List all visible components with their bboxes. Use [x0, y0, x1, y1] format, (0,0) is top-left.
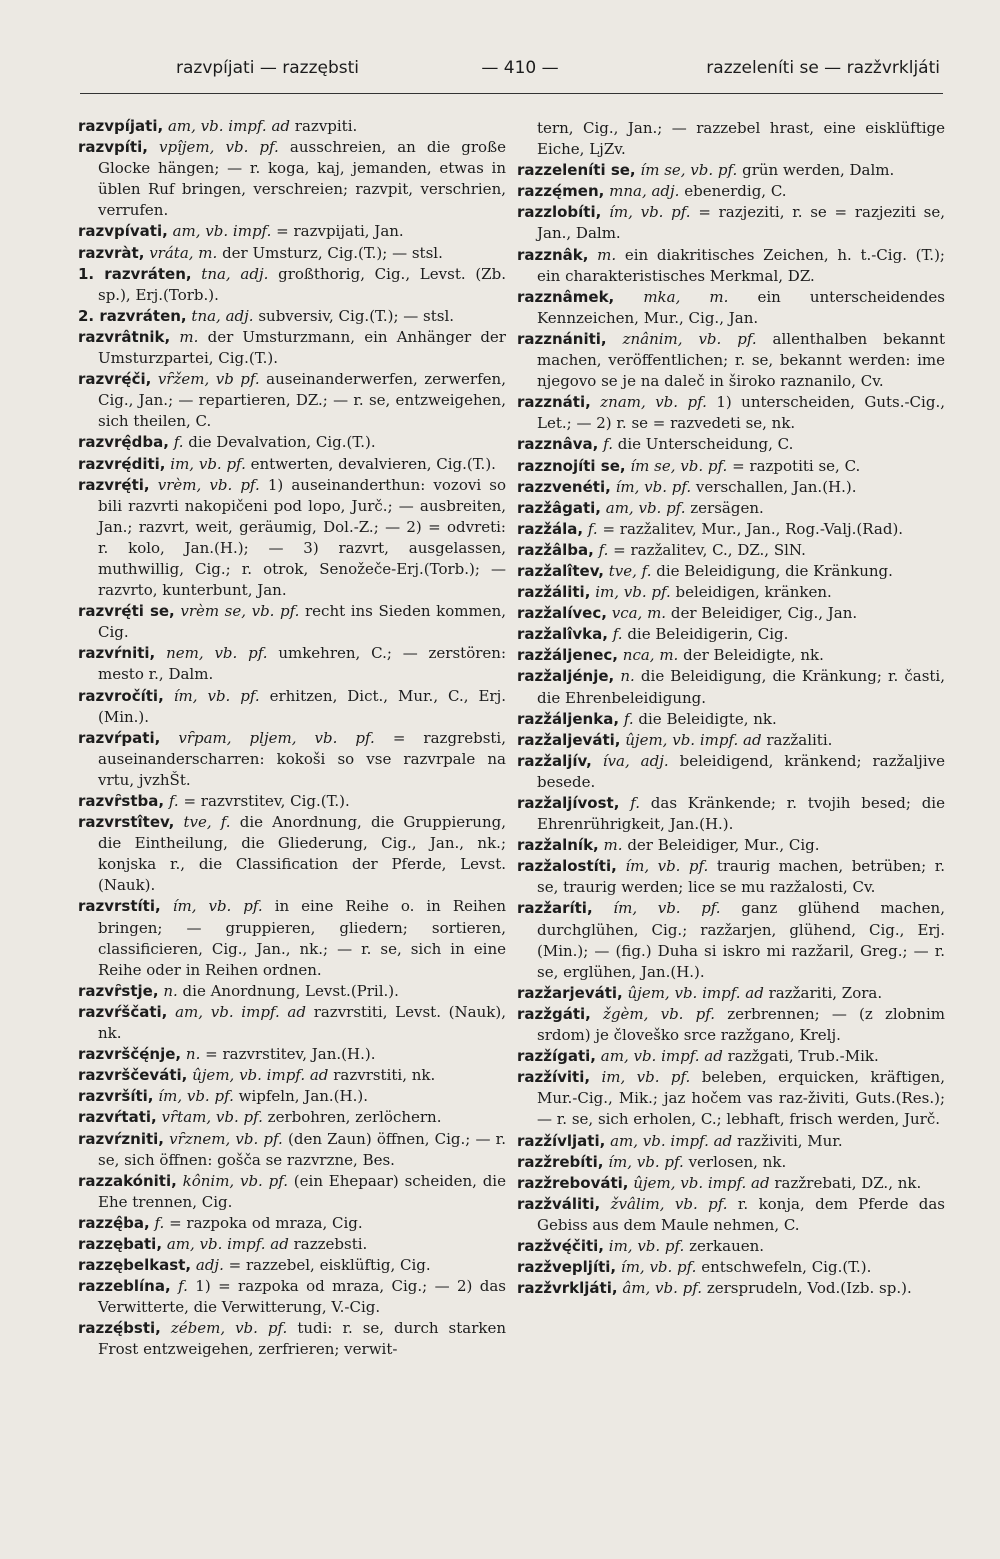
- entry-grammar: ím, vb. pf.: [173, 686, 260, 705]
- entry-definition: entschwefeln, Cig.(T.).: [701, 1258, 872, 1277]
- entry-headword: razžalîtev,: [517, 561, 604, 580]
- dictionary-entry: [78, 306, 506, 327]
- entry-definition: der Umsturz, Cig.(T.); — stsl.: [222, 243, 443, 262]
- entry-grammar: znânim, vb. pf.: [622, 329, 757, 348]
- entry-grammar: žgèm, vb. pf.: [603, 1004, 715, 1023]
- entry-headword: razžalîvka,: [517, 625, 608, 644]
- dictionary-entry: [78, 1255, 506, 1276]
- dictionary-entry: [78, 243, 506, 264]
- entry-headword: razzę́men,: [517, 182, 605, 201]
- entry-definition: wipfeln, Jan.(H.).: [238, 1087, 369, 1106]
- entry-headword: razvŕtati,: [78, 1108, 157, 1127]
- entry-definition: zersägen.: [690, 498, 764, 517]
- dictionary-entry: [78, 475, 506, 602]
- entry-grammar: m.: [603, 836, 623, 855]
- entry-grammar: mka, m.: [643, 287, 729, 306]
- entry-grammar: ím se, vb. pf.: [640, 161, 738, 180]
- entry-definition: tern, Cig., Jan.; — razzebel hrast, eine eisklüftige Eiche, LjZv.: [537, 119, 945, 159]
- dictionary-entry: [517, 835, 945, 856]
- dictionary-entry: [517, 498, 945, 519]
- entry-definition: (ein Ehepaar) scheiden, die Ehe trennen, Cig.: [98, 1171, 506, 1211]
- page-number: — 410 —: [481, 58, 559, 78]
- entry-definition: traurig machen, betrüben; r. se, traurig werden; lice se mu razžalosti, Cv.: [537, 857, 945, 897]
- entry-headword: razznâmek,: [517, 287, 615, 306]
- entry-definition: verschallen, Jan.(H.).: [695, 477, 857, 496]
- entry-headword: razznáti,: [517, 393, 591, 412]
- dictionary-entry: [517, 624, 945, 645]
- entry-headword: razžalostíti,: [517, 857, 617, 876]
- dictionary-entry: [78, 812, 506, 896]
- entry-grammar: n.: [620, 667, 635, 686]
- entry-headword: razvrę́ti se,: [78, 602, 175, 621]
- entry-grammar: íva, adj.: [602, 751, 669, 770]
- dictionary-entry: [78, 791, 506, 812]
- entry-headword: razvrstíti,: [78, 897, 161, 916]
- dictionary-entry: [517, 1173, 945, 1194]
- entry-headword: razvŕniti,: [78, 644, 156, 663]
- entry-definition: zerkauen.: [689, 1236, 765, 1255]
- entry-headword: razvŕščati,: [78, 1002, 168, 1021]
- entry-headword: razžaljív,: [517, 751, 592, 770]
- entry-definition: razžariti, Zora.: [768, 983, 883, 1002]
- entry-headword: razzakóniti,: [78, 1171, 177, 1190]
- entry-definition: razzebsti.: [293, 1234, 368, 1253]
- dictionary-entry: [517, 666, 945, 708]
- entry-definition: das Kränkende; r. tvojih besed; die Ehrenrührigkeit, Jan.(H.).: [537, 794, 945, 834]
- entry-definition: = razpoka od mraza, Cig.: [169, 1213, 363, 1232]
- entry-definition: zerbohren, zerlöchern.: [267, 1108, 442, 1127]
- dictionary-entry: [517, 160, 945, 181]
- entry-definition: die Beleidigte, nk.: [638, 709, 777, 728]
- entry-definition: = razjeziti, r. se = razjeziti se, Jan., Dalm.: [537, 203, 945, 243]
- entry-grammar: ím, vb. pf.: [158, 1087, 234, 1106]
- dictionary-entry: [78, 432, 506, 453]
- entry-grammar: vrèm, vb. pf.: [157, 475, 260, 494]
- entry-headword: razvŕpati,: [78, 728, 161, 747]
- entry-grammar: nca, m.: [622, 646, 679, 665]
- entry-headword: razvrę́či,: [78, 370, 152, 389]
- entry-headword: razzębelkast,: [78, 1256, 192, 1275]
- dictionary-entry: [517, 561, 945, 582]
- entry-grammar: âm, vb. pf.: [622, 1279, 703, 1298]
- dictionary-entry: [78, 327, 506, 369]
- entry-definition: razvrstiti, Levst. (Nauk), nk.: [98, 1002, 506, 1043]
- entry-headword: razžalník,: [517, 836, 599, 855]
- entry-definition: = razvpijati, Jan.: [276, 222, 404, 241]
- entry-grammar: ím, vb. pf.: [615, 477, 692, 496]
- dictionary-entry: [517, 603, 945, 624]
- entry-grammar: f.: [603, 435, 613, 454]
- entry-definition: = razzebel, eisklüftig, Cig.: [228, 1256, 431, 1275]
- entry-definition: grün werden, Dalm.: [742, 161, 895, 180]
- entry-definition: beleidigen, kränken.: [675, 583, 832, 602]
- dictionary-entry: [78, 116, 506, 137]
- entry-grammar: ûjem, vb. impf. ad: [627, 983, 764, 1002]
- entry-headword: razznojíti se,: [517, 456, 626, 475]
- entry-grammar: am, vb. impf. ad: [610, 1131, 733, 1150]
- dictionary-entry: [78, 686, 506, 728]
- entry-grammar: mna, adj.: [609, 182, 680, 201]
- entry-grammar: tve, f.: [608, 561, 652, 580]
- entry-grammar: vȓtam, vb. pf.: [161, 1108, 263, 1127]
- dictionary-entry: [517, 856, 945, 898]
- entry-headword: razzębati,: [78, 1234, 163, 1253]
- dictionary-entry: [78, 1086, 506, 1107]
- entry-grammar: ím se, vb. pf.: [630, 456, 728, 475]
- entry-definition: großthorig, Cig., Levst. (Zb. sp.), Erj.(Torb.).: [98, 264, 506, 304]
- dictionary-entry: [517, 751, 945, 793]
- entry-definition: die Beleidigung, die Kränkung; r. časti, die Ehrenbeleidigung.: [537, 667, 945, 707]
- dictionary-entry: [78, 728, 506, 791]
- dictionary-entry: [517, 477, 945, 498]
- entry-headword: razžígati,: [517, 1047, 596, 1066]
- dictionary-entry: [517, 245, 945, 287]
- entry-grammar: tna, adj.: [201, 264, 269, 283]
- entry-definition: (den Zaun) öffnen, Cig.; — r. se, sich öffnen: gošča se razvrzne, Bes.: [98, 1129, 506, 1169]
- entry-headword: razzeblína,: [78, 1277, 171, 1296]
- entry-definition: ein unterscheidendes Kennzeichen, Mur., Cig., Jan.: [537, 287, 945, 327]
- dictionary-entry: [517, 730, 945, 751]
- entry-definition: in eine Reihe o. in Reihen bringen; — gruppieren, gliedern; sortieren, classificieren, Cig., Jan., nk.; — r. se, sich in eine Reihe oder in Reihen ordnen.: [98, 897, 506, 979]
- entry-grammar: zébem, vb. pf.: [170, 1319, 288, 1338]
- entry-definition: ganz glühend machen, durchglühen, Cig.; razžarjen, glühend, Cig., Erj.(Min.); — (fig.) Duha si iskro mi razžaril, Greg.; — r. se, erglühen, Jan.(H.).: [537, 899, 945, 981]
- entry-grammar: im, vb. pf.: [601, 1068, 691, 1087]
- entry-grammar: ím, vb. pf.: [620, 1258, 697, 1277]
- entry-grammar: f.: [587, 519, 598, 538]
- entry-headword: razžívljati,: [517, 1131, 606, 1150]
- entry-definition: allenthalben bekannt machen, veröffentlichen; r. se, bekannt werden: ime njegovo se je na daleč in široko raznanilo, Cv.: [537, 329, 945, 391]
- entry-definition: entwerten, devalvieren, Cig.(T.).: [250, 454, 496, 473]
- entry-headword: razžáljenka,: [517, 709, 620, 728]
- entry-grammar: ím, vb. pf.: [625, 857, 709, 876]
- entry-definition: tudi: r. se, durch starken Frost entzweigehen, zerfrieren; verwit-: [98, 1319, 506, 1359]
- dictionary-entry: [78, 1171, 506, 1213]
- entry-headword: razžála,: [517, 519, 584, 538]
- entry-grammar: f.: [623, 709, 634, 728]
- entry-grammar: am, vb. pf.: [605, 498, 686, 517]
- dictionary-entry: [517, 287, 945, 329]
- dictionary-entry: [517, 1278, 945, 1299]
- entry-headword: razžvrkljáti,: [517, 1279, 618, 1298]
- dictionary-entry: [78, 1065, 506, 1086]
- entry-headword: razvrstîtev,: [78, 813, 175, 832]
- dictionary-entry: [517, 1236, 945, 1257]
- entry-definition: razžgati, Trub.-Mik.: [727, 1047, 879, 1066]
- dictionary-entry: [78, 1213, 506, 1234]
- dictionary-entry: [517, 329, 945, 392]
- header-rule: [80, 93, 943, 94]
- entry-definition: = razvrstitev, Jan.(H.).: [205, 1045, 376, 1064]
- entry-headword: razznâva,: [517, 435, 599, 454]
- entry-definition: die Unterscheidung, C.: [617, 435, 794, 454]
- entry-headword: razvpíjati,: [78, 117, 164, 135]
- entry-grammar: m.: [179, 327, 199, 346]
- dictionary-entry: [78, 454, 506, 475]
- entry-grammar: ím, vb. pf.: [613, 899, 721, 918]
- dictionary-entry: [517, 1046, 945, 1067]
- entry-headword: razžalívec,: [517, 604, 607, 623]
- entry-definition: razvrstiti, nk.: [333, 1066, 436, 1085]
- entry-definition: beleidigend, kränkend; razžaljive besede.: [537, 751, 945, 791]
- entry-grammar: vpîjem, vb. pf.: [159, 138, 279, 157]
- dictionary-entry: [78, 1044, 506, 1065]
- entry-headword: razžáljenec,: [517, 646, 619, 665]
- entry-definition: 1) = razpoka od mraza, Cig.; — 2) das Verwitterte, die Verwitterung, V.-Cig.: [98, 1277, 506, 1317]
- entry-headword: razžaljénje,: [517, 667, 615, 686]
- entry-headword: razvrę̂dba,: [78, 433, 169, 452]
- entry-headword: razžrebováti,: [517, 1173, 629, 1192]
- dictionary-entry: [517, 434, 945, 455]
- entry-definition: 1) unterscheiden, Guts.-Cig., Let.; — 2) r. se = razvedeti se, nk.: [537, 393, 945, 433]
- entry-headword: razvȓstba,: [78, 792, 165, 810]
- entry-grammar: n.: [185, 1045, 201, 1064]
- dictionary-entry: [78, 896, 506, 980]
- entry-grammar: f.: [178, 1277, 188, 1296]
- entry-definition: der Beleidigte, nk.: [683, 646, 824, 665]
- entry-headword: razžaljívost,: [517, 794, 620, 812]
- dictionary-entry: [78, 601, 506, 643]
- entry-definition: = razžalitev, C., DZ., SlN.: [613, 540, 806, 559]
- entry-headword: razžâlba,: [517, 540, 594, 559]
- dictionary-entry: [78, 1002, 506, 1044]
- entry-definition: razžaliti.: [766, 730, 833, 749]
- entry-grammar: ím, vb. pf.: [609, 203, 691, 222]
- entry-headword: razžrebíti,: [517, 1152, 604, 1171]
- entry-definition: = razpotiti se, C.: [732, 456, 861, 475]
- dictionary-entry: [78, 264, 506, 306]
- entry-grammar: im, vb. pf.: [595, 583, 671, 602]
- entry-grammar: ím, vb. pf.: [172, 897, 263, 916]
- entry-grammar: žvâlim, vb. pf.: [610, 1194, 728, 1213]
- entry-grammar: tve, f.: [183, 813, 231, 832]
- right-column: [517, 118, 945, 1538]
- entry-grammar: f.: [630, 794, 640, 812]
- entry-headword: razvrę́ti,: [78, 475, 150, 494]
- entry-grammar: znam, vb. pf.: [600, 393, 707, 412]
- dictionary-entry: [78, 137, 506, 221]
- entry-grammar: im, vb. pf.: [608, 1236, 685, 1255]
- entry-definition: die Beleidigerin, Cig.: [627, 625, 789, 644]
- entry-headword: razzę́bsti,: [78, 1319, 161, 1338]
- entry-headword: razvršíti,: [78, 1087, 154, 1106]
- entry-definition: razvpiti.: [294, 117, 358, 135]
- dictionary-entry: [517, 1152, 945, 1173]
- entry-grammar: nem, vb. pf.: [166, 644, 268, 663]
- entry-definition: ebenerdig, C.: [684, 182, 787, 201]
- entry-grammar: am, vb. impf. ad: [166, 1234, 289, 1253]
- entry-grammar: am, vb. impf. ad: [175, 1002, 306, 1021]
- entry-definition: der Umsturzmann, ein Anhänger der Umsturzpartei, Cig.(T.).: [98, 327, 506, 368]
- entry-headword: razzeleníti se,: [517, 161, 636, 180]
- entry-grammar: adj.: [195, 1256, 224, 1275]
- entry-headword: razžaríti,: [517, 899, 593, 918]
- entry-grammar: ím, vb. pf.: [608, 1152, 684, 1171]
- dictionary-entry: [517, 582, 945, 603]
- entry-headword: razvrščeváti,: [78, 1066, 188, 1085]
- left-column: [78, 116, 506, 1536]
- entry-headword: razzę̂ba,: [78, 1213, 150, 1232]
- entry-grammar: kônim, vb. pf.: [182, 1171, 288, 1190]
- header-left-guide: razvpíjati — razzębsti: [176, 58, 359, 78]
- entry-definition: = razgrebsti, auseinanderscharren: kokoši so vse razvrpale na vrtu, jvzhŠt.: [98, 728, 506, 789]
- entry-headword: razvrę́diti,: [78, 454, 166, 473]
- entry-grammar: am, vb. impf. ad: [167, 117, 291, 135]
- entry-grammar: n.: [163, 981, 178, 1000]
- dictionary-entry: [517, 519, 945, 540]
- dictionary-entry: [517, 1067, 945, 1130]
- entry-headword: razzvenéti,: [517, 477, 611, 496]
- entry-headword: razznániti,: [517, 329, 607, 348]
- entry-grammar: ûjem, vb. impf. ad: [192, 1066, 329, 1085]
- entry-definition: ein diakritisches Zeichen, h. t.-Cig. (T.); ein charakteristisches Merkmal, DZ.: [537, 245, 945, 285]
- dictionary-entry: [78, 643, 506, 685]
- entry-grammar: vca, m.: [611, 604, 667, 623]
- entry-headword: razžaljeváti,: [517, 730, 621, 749]
- running-header: [80, 58, 940, 84]
- entry-definition: = razvrstitev, Cig.(T.).: [183, 792, 350, 810]
- entry-definition: beleben, erquicken, kräftigen, Mur.-Cig., Mik.; jaz hočem vas raz-živiti, Guts.(Res.); — r. se, sich erholen, C.; lebhaft, frisch werden, Jurč.: [537, 1068, 945, 1129]
- entry-headword: razvpívati,: [78, 222, 168, 241]
- dictionary-entry: [78, 1234, 506, 1255]
- dictionary-entry: [78, 1107, 506, 1128]
- entry-headword: razžvepljíti,: [517, 1258, 617, 1277]
- entry-definition: die Devalvation, Cig.(T.).: [188, 433, 376, 452]
- entry-grammar: f.: [154, 1213, 165, 1232]
- entry-grammar: f.: [173, 433, 184, 452]
- entry-definition: auseinanderwerfen, zerwerfen, Cig., Jan.; — repartieren, DZ.; — r. se, entzweigehen, sich theilen, C.: [98, 370, 506, 431]
- entry-grammar: ûjem, vb. impf. ad: [633, 1173, 770, 1192]
- entry-definition: razžrebati, DZ., nk.: [774, 1173, 922, 1192]
- entry-grammar: f.: [168, 792, 179, 810]
- entry-definition: der Beleidiger, Cig., Jan.: [670, 604, 858, 623]
- entry-headword: razžáliti,: [517, 583, 591, 602]
- entry-definition: der Beleidiger, Mur., Cig.: [627, 836, 820, 855]
- entry-headword: razvȓstje,: [78, 981, 159, 1000]
- entry-headword: razžíviti,: [517, 1068, 591, 1087]
- entry-grammar: am, vb. impf. ad: [600, 1047, 723, 1066]
- dictionary-entry: [78, 221, 506, 242]
- dictionary-entry: [517, 645, 945, 666]
- entry-grammar: ûjem, vb. impf. ad: [625, 730, 762, 749]
- dictionary-entry: [517, 898, 945, 982]
- entry-headword: razvročíti,: [78, 686, 164, 705]
- dictionary-entry: [78, 1129, 506, 1171]
- dictionary-entry: [517, 1194, 945, 1236]
- header-right-guide: razzeleníti se — razžvrkljáti: [706, 58, 940, 78]
- entry-headword: razžâgati,: [517, 498, 601, 517]
- dictionary-entry: [517, 1131, 945, 1152]
- dictionary-entry: [517, 1257, 945, 1278]
- entry-grammar: vȓpam, pljem, vb. pf.: [178, 728, 375, 747]
- entry-headword: 1. razvráten,: [78, 264, 192, 283]
- entry-headword: razvpíti,: [78, 138, 148, 157]
- dictionary-entry: [517, 983, 945, 1004]
- entry-headword: razvràt,: [78, 243, 145, 262]
- entry-definition: zersprudeln, Vod.(Izb. sp.).: [706, 1279, 912, 1298]
- dictionary-entry: [78, 1276, 506, 1318]
- entry-grammar: am, vb. impf.: [172, 222, 272, 241]
- entry-grammar: f.: [598, 540, 609, 559]
- dictionary-entry: [517, 456, 945, 477]
- dictionary-entry: [517, 118, 945, 160]
- entry-definition: 1) auseinanderthun: vozovi so bili razvrti nakopičeni pod lopo, Jurč.; — ausbreiten, Jan.; razvrt, weit, geräumig, Dol.-Z.; — 2) = odvreti: r. kolo, Jan.(H.); — 3) razvrt, ausgelassen, muthwillig, Cig.; r. otrok, Senožeče-Erj.(Torb.); — razvrto, kunterbunt, Jan.: [98, 475, 506, 600]
- entry-definition: recht ins Sieden kommen, Cig.: [98, 602, 506, 642]
- entry-headword: razžváliti,: [517, 1194, 601, 1213]
- entry-headword: razvrščę́nje,: [78, 1045, 182, 1064]
- entry-headword: razvŕzniti,: [78, 1129, 164, 1148]
- entry-definition: subversiv, Cig.(T.); — stsl.: [258, 306, 455, 325]
- entry-definition: die Anordnung, Levst.(Pril.).: [182, 981, 399, 1000]
- dictionary-entry: [517, 392, 945, 434]
- dictionary-entry: [517, 181, 945, 202]
- entry-definition: die Beleidigung, die Kränkung.: [656, 561, 893, 580]
- entry-definition: = razžalitev, Mur., Jan., Rog.-Valj.(Rad).: [602, 519, 904, 538]
- entry-grammar: tna, adj.: [191, 306, 254, 325]
- entry-definition: verlosen, nk.: [688, 1152, 787, 1171]
- dictionary-entry: [517, 540, 945, 561]
- entry-grammar: im, vb. pf.: [170, 454, 246, 473]
- entry-headword: razžgáti,: [517, 1004, 591, 1023]
- entry-definition: die Anordnung, die Gruppierung, die Eintheilung, die Gliederung, Cig., Jan., nk.; konjska r., die Classification der Pferde, Levst.(Nauk).: [98, 813, 506, 895]
- dictionary-entry: [78, 981, 506, 1002]
- dictionary-entry: [517, 793, 945, 835]
- dictionary-entry: [517, 202, 945, 244]
- entry-headword: razžarjeváti,: [517, 983, 623, 1002]
- entry-definition: ausschreien, an die große Glocke hängen; — r. koga, kaj, jemanden, etwas in üblen Ruf bringen, verschreien; razvpit, verschrien, verrufen.: [98, 138, 506, 220]
- entry-grammar: m.: [597, 245, 617, 264]
- dictionary-entry: [78, 1318, 506, 1360]
- entry-headword: razžvę́čiti,: [517, 1236, 604, 1255]
- entry-grammar: f.: [612, 625, 623, 644]
- entry-definition: zerbrennen; — (z zlobnim srdom) je človeško srce razžgano, Krelj.: [537, 1004, 945, 1045]
- entry-headword: razznâk,: [517, 245, 589, 264]
- entry-definition: razživiti, Mur.: [736, 1131, 843, 1150]
- entry-definition: umkehren, C.; — zerstören: mesto r., Dalm.: [98, 644, 506, 684]
- entry-headword: razvrâtnik,: [78, 327, 171, 346]
- dictionary-entry: [517, 1004, 945, 1046]
- entry-grammar: vȓžem, vb pf.: [157, 370, 260, 389]
- entry-definition: erhitzen, Dict., Mur., C., Erj.(Min.).: [98, 686, 506, 726]
- entry-definition: r. konja, dem Pferde das Gebiss aus dem Maule nehmen, C.: [537, 1194, 945, 1234]
- dictionary-entry: [517, 709, 945, 730]
- entry-headword: 2. razvráten,: [78, 306, 187, 325]
- entry-grammar: vrèm se, vb. pf.: [180, 602, 300, 621]
- entry-headword: razzlobíti,: [517, 203, 602, 222]
- entry-grammar: vráta, m.: [149, 243, 218, 262]
- entry-grammar: vȓznem, vb. pf.: [169, 1129, 283, 1148]
- dictionary-entry: [78, 369, 506, 432]
